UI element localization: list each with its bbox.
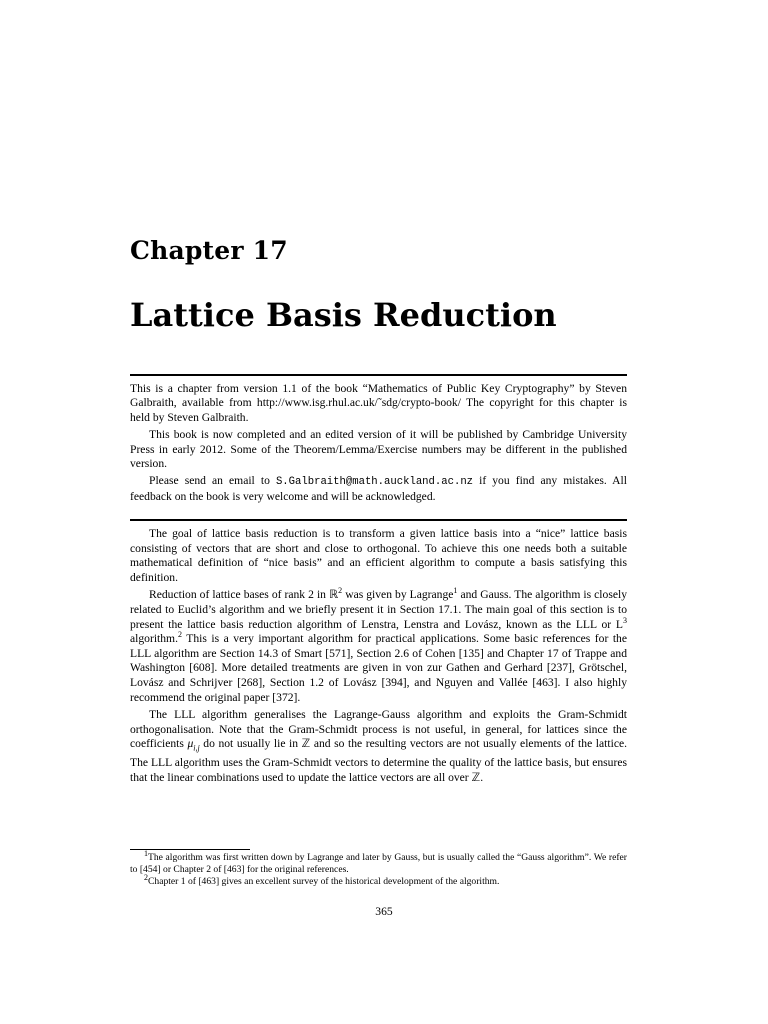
- notice-top-rule: [130, 374, 627, 376]
- math-subscript: i,j: [193, 743, 200, 753]
- superscript: 3: [623, 615, 627, 625]
- chapter-title: Lattice Basis Reduction: [130, 296, 557, 334]
- body-paragraph-1: The goal of lattice basis reduction is to transform a given lattice basis into a “nice” lattice basis consisting of vectors that are short and close to orthogonal. To achieve this one needs both a suitable mathematical definition of “nice basis” and an efficient algorithm to compute a basis satisfying this definition.: [130, 527, 627, 584]
- body-text: do not usually lie in ℤ and so the resulting vectors are not usually elements of the lattice. The LLL algorithm uses the Gram-Schmidt vectors to determine the quality of the lattice basis, but ensures that the linear combinations used to update the lattice vectors are all over ℤ.: [130, 737, 628, 784]
- math-mu: μ: [187, 737, 194, 751]
- notice-text: Please send an email to: [149, 474, 276, 488]
- chapter-label: Chapter 17: [130, 236, 288, 265]
- footnote-rule: [130, 849, 250, 850]
- body-text: Reduction of lattice bases of rank 2 in ℝ: [149, 588, 339, 602]
- notice-text: if you find any mistakes. All feedback on the book is very welcome and will be acknowledged.: [130, 474, 627, 503]
- footnote-mark-2: 2: [144, 872, 148, 882]
- notice-paragraph-1: This is a chapter from version 1.1 of the book “Mathematics of Public Key Cryptography” by Steven Galbraith, available from http://www.isg.rhul.ac.uk/˜sdg/crypto-book/ The copyright for this chapter is held by Steven Galbraith.: [130, 382, 627, 424]
- superscript: 2: [338, 586, 343, 596]
- chapter-body: [130, 527, 627, 788]
- notice-bottom-rule: [130, 519, 627, 521]
- footnote-ref-2[interactable]: 2: [177, 630, 182, 640]
- body-paragraph-3: [130, 708, 627, 785]
- notice-paragraph-3: [130, 474, 627, 504]
- author-email-link[interactable]: S.Galbraith@math.auckland.ac.nz: [275, 476, 474, 489]
- footnote-1: [130, 848, 627, 876]
- body-text: The LLL algorithm generalises the Lagrange-Gauss algorithm and exploits the Gram-Schmidt orthogonalisation. Note that the Gram-Schmidt process is not useful, in general, for lattices since the coefficients: [130, 708, 627, 751]
- body-text: algorithm.: [130, 632, 178, 646]
- notice-paragraph-2: This book is now completed and an edited version of it will be published by Cambridge University Press in early 2012. Some of the Theorem/Lemma/Exercise numbers may be different in the published version.: [130, 428, 627, 471]
- body-text: and Gauss. The algorithm is closely related to Euclid’s algorithm and we briefly present it in Section 17.1. The main goal of this section is to present the lattice basis reduction algorithm of Lenstra, Lenstra and Lovász, known as the LLL or L: [130, 588, 627, 631]
- footnote-text: Chapter 1 of [463] gives an excellent survey of the historical development of the algorithm.: [148, 876, 500, 887]
- body-text: This is a very important algorithm for practical applications. Some basic references for the LLL algorithm are Section 14.3 of Smart [571], Section 2.6 of Cohen [135] and Chapter 17 of Trappe and Washington [608]. More detailed treatments are given in von zur Gathen and Gerhard [237], Grötschel, Lovász and Schrijver [268], Section 1.2 of Lovász [394], and Nguyen and Vallée [463]. I also highly recommend the original paper [372].: [130, 632, 627, 704]
- copyright-notice: [130, 382, 627, 507]
- footnote-2: [130, 872, 627, 888]
- footnotes: [130, 848, 627, 888]
- footnote-mark-1: 1: [144, 848, 148, 858]
- footnote-text: The algorithm was first written down by Lagrange and later by Gauss, but is usually called the “Gauss algorithm”. We refer to [454] or Chapter 2 of [463] for the original references.: [130, 852, 627, 875]
- page-number: 365: [375, 905, 393, 918]
- body-text: was given by Lagrange: [342, 588, 454, 602]
- body-paragraph-2: [130, 588, 627, 705]
- footnote-ref-1[interactable]: 1: [453, 586, 458, 596]
